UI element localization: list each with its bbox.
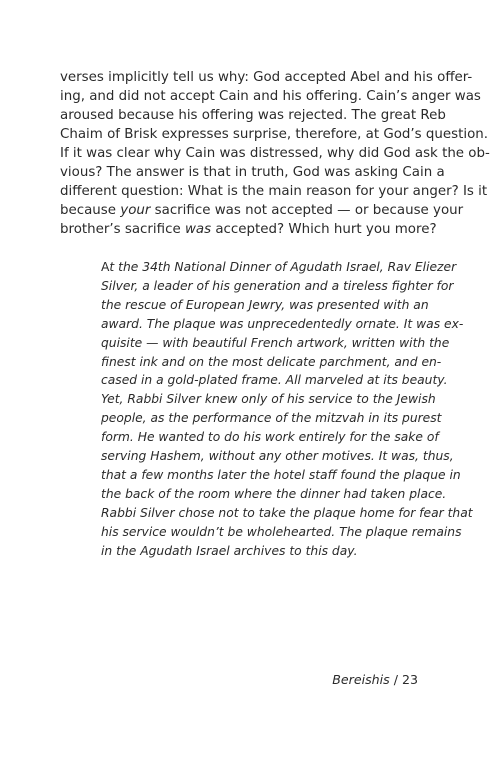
- body-text-span: accepted? Which hurt you more?: [211, 222, 437, 237]
- anecdote-line: form. He wanted to do his work entirely for the sake of: [101, 430, 439, 445]
- body-line: [60, 220, 437, 239]
- anecdote-line: people, as the performance of the mitzvah in its purest: [101, 411, 442, 426]
- body-text-span: sacrifice was not accepted — or because your: [150, 203, 464, 218]
- anecdote-line: Rabbi Silver chose not to take the plaque home for fear that: [101, 505, 473, 520]
- anecdote-line: his service wouldn’t be wholehearted. The plaque remains: [101, 524, 462, 539]
- anecdote-line: [101, 258, 457, 277]
- anecdote-line: the back of the room where the dinner had taken place.: [101, 486, 447, 501]
- emphasis-was: was: [184, 222, 212, 237]
- anecdote-line: finest ink and on the most delicate parchment, and en-: [101, 354, 442, 369]
- anecdote-block: [101, 258, 473, 561]
- anecdote-line: that a few months later the hotel staff found the plaque in: [101, 467, 461, 482]
- body-line: [60, 201, 464, 220]
- body-line: If it was clear why Cain was distressed, why did God ask the ob-: [60, 146, 490, 161]
- initial-letter: A: [101, 260, 110, 274]
- anecdote-line: award. The plaque was unprecedentedly ornate. It was ex-: [101, 316, 464, 331]
- body-line: verses implicitly tell us why: God accepted Abel and his offer-: [60, 70, 473, 85]
- body-line: aroused because his offering was rejected. The great Reb: [60, 108, 446, 123]
- body-line: vious? The answer is that in truth, God was asking Cain a: [60, 165, 445, 180]
- body-paragraph: [60, 68, 490, 239]
- body-line: ing, and did not accept Cain and his offering. Cain’s anger was: [60, 89, 481, 104]
- body-line: Chaim of Brisk expresses surprise, therefore, at God’s question.: [60, 127, 489, 142]
- emphasis-your: your: [120, 203, 151, 218]
- body-text-span: because: [60, 203, 121, 218]
- body-line: different question: What is the main reason for your anger? Is it: [60, 184, 488, 199]
- body-text-span: brother’s sacrifice: [60, 222, 185, 237]
- anecdote-line: quisite — with beautiful French artwork, written with the: [101, 335, 450, 350]
- running-title: Bereishis: [332, 672, 390, 687]
- anecdote-line: the rescue of European Jewry, was presented with an: [101, 297, 429, 312]
- anecdote-line: cased in a gold-plated frame. All marveled at its beauty.: [101, 373, 448, 388]
- page-footer: [300, 672, 418, 688]
- footer-separator: /: [389, 672, 402, 687]
- anecdote-line: in the Agudath Israel archives to this day.: [101, 543, 358, 558]
- page-number: 23: [401, 672, 418, 687]
- anecdote-line: Silver, a leader of his generation and a tireless fighter for: [101, 278, 454, 293]
- anecdote-text-span: t the 34th National Dinner of Agudath Israel, Rav Eliezer: [109, 260, 457, 274]
- anecdote-line: Yet, Rabbi Silver knew only of his service to the Jewish: [101, 392, 436, 407]
- anecdote-line: serving Hashem, without any other motives. It was, thus,: [101, 449, 454, 464]
